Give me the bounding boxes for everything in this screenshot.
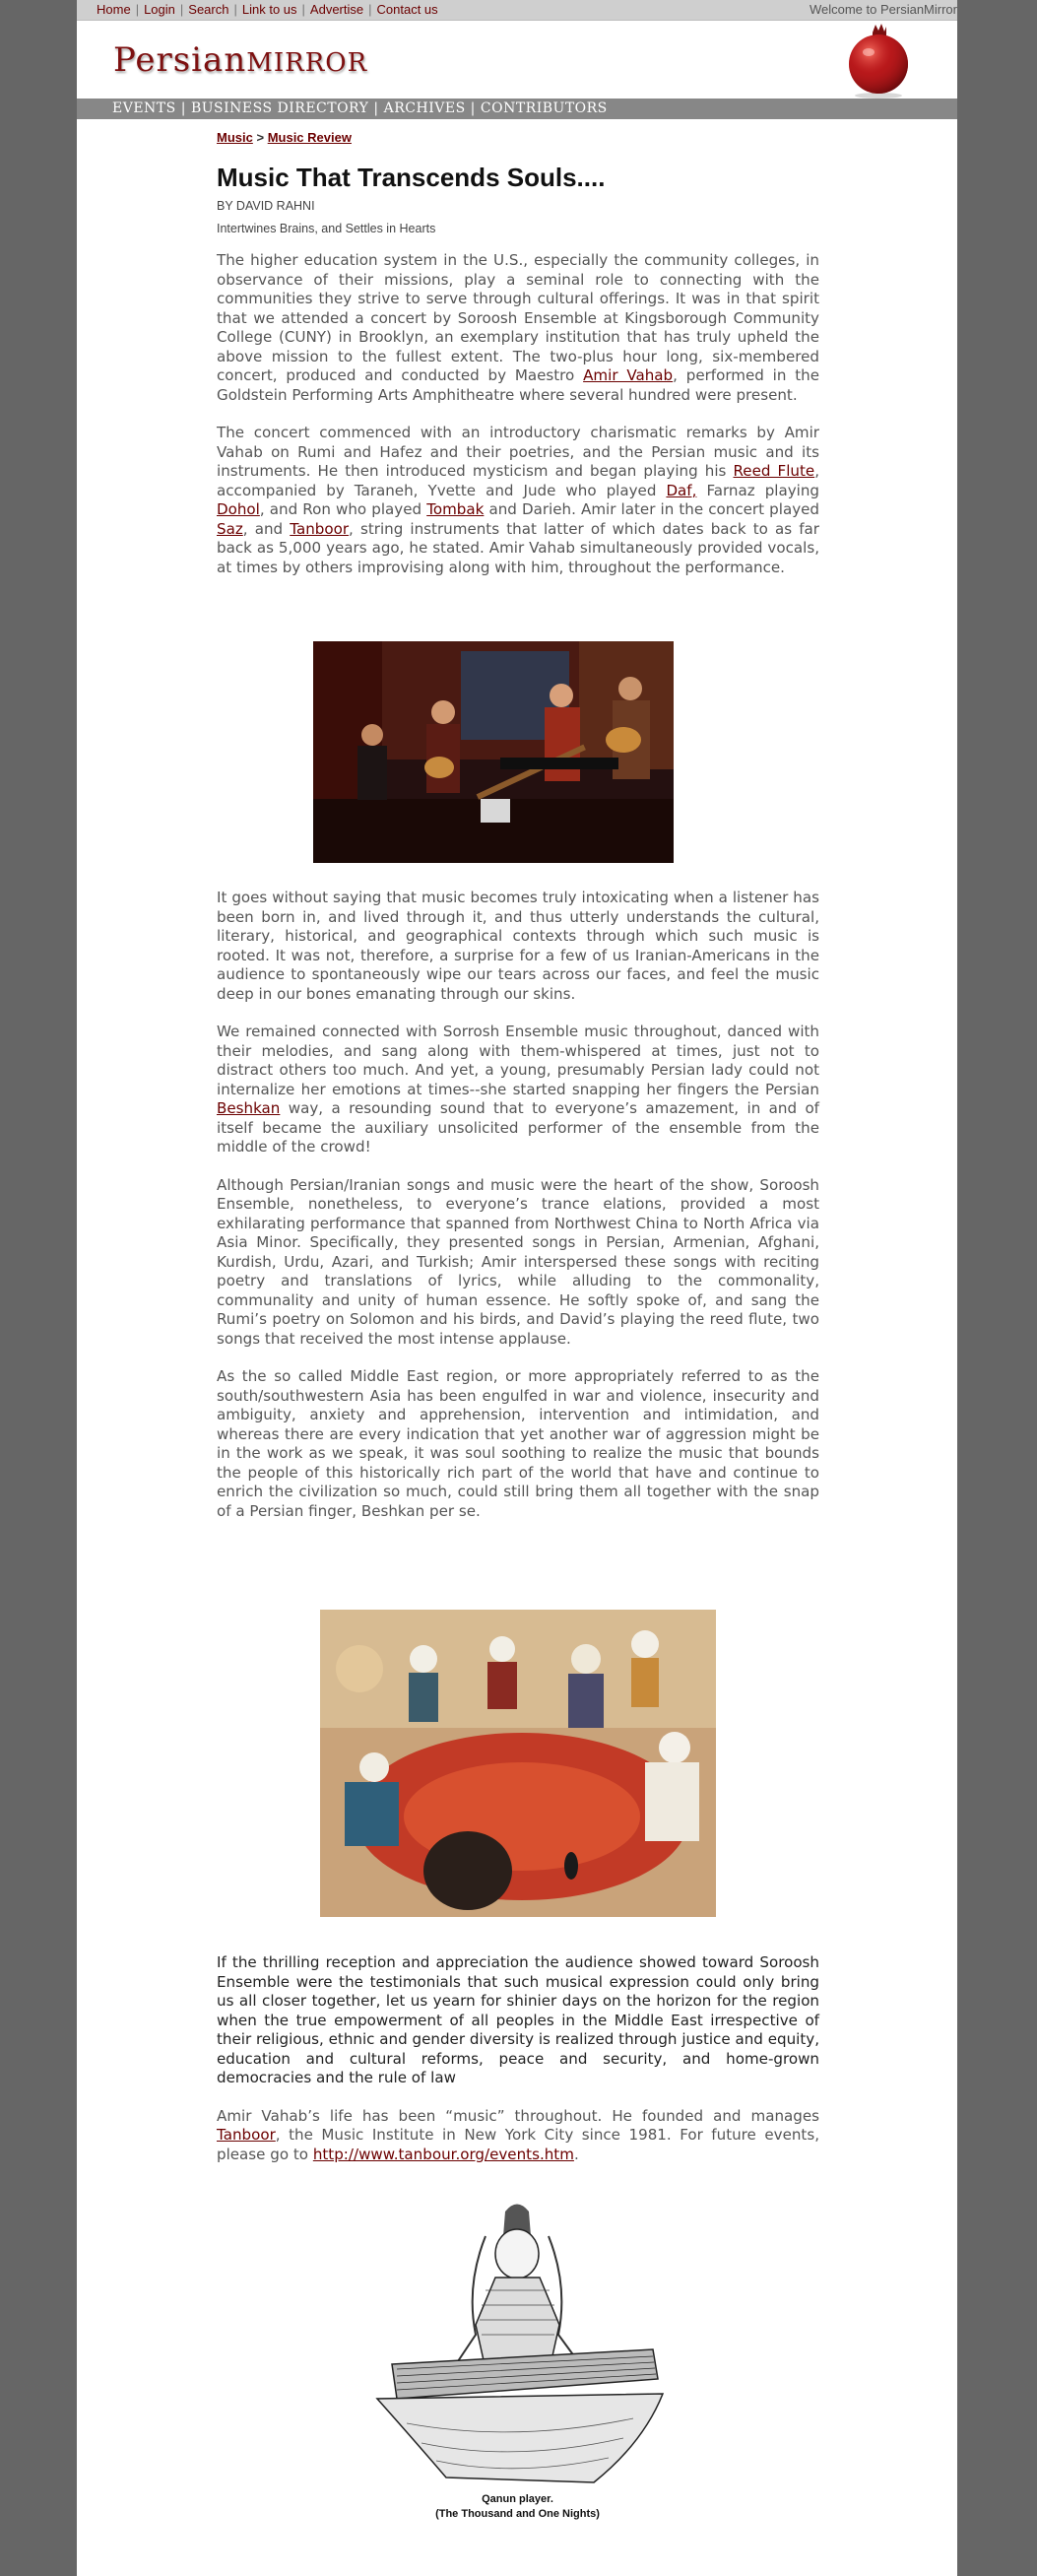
- daf-link[interactable]: Daf,: [666, 481, 697, 499]
- paragraph-3: It goes without saying that music becomes truly intoxicating when a listener has been born in, and lived through it, and thus utterly understands the cultural, literary, historical, and geographical contexts through which such music is rooted. It was not, therefore, a surprise for a few of us Iranian-Americans in the audience to spontaneously wipe our tears across our faces, and feel the music deep in our bones emanating through our skins.: [217, 889, 819, 1003]
- amir-vahab-link[interactable]: Amir Vahab: [583, 366, 674, 384]
- top-nav: Home | Login | Search | Link to us | Advertise | Contact us: [97, 2, 438, 17]
- breadcrumb: [217, 130, 819, 145]
- nav-advertise-link[interactable]: Advertise: [309, 2, 364, 17]
- article-byline: BY DAVID RAHNI: [217, 199, 315, 213]
- breadcrumb-music-review[interactable]: Music Review: [267, 130, 352, 145]
- paragraph-2: The concert commenced with an introductory charismatic remarks by Amir Vahab on Rumi and Hafez and their poetries, and the Persian music and its instruments. He then introduced mysticism and began playing his Reed Flute, accompanied by Taraneh, Yvette and Jude who played Daf, Farnaz playing Dohol, and Ron who played Tombak and Darieh. Amir later in the concert played Saz, and Tanboor, string instruments that latter of which dates back to as far back as 5,000 years ago, he stated. Amir Vahab simultaneously provided vocals, at times by others improvising along with him, throughout the performance.: [217, 424, 820, 576]
- article-content-3: [217, 1953, 819, 2164]
- secnav-archives[interactable]: ARCHIVES: [383, 100, 466, 116]
- top-bar: [77, 0, 957, 21]
- tombak-link[interactable]: Tombak: [426, 500, 485, 518]
- engraving-caption-1: Qanun player.: [482, 2493, 553, 2505]
- dohol-link[interactable]: Dohol: [217, 500, 260, 518]
- paragraph-5: Although Persian/Iranian songs and music were the heart of the show, Soroosh Ensemble, nonetheless, to everyone’s trance elations, provided a most exhilarating performance that spanned from Northwest China to North Africa via Asia Minor. Specifically, they presented songs in Persian, Armenian, Afghani, Kurdish, Urdu, Azari, and Turkish; Amir interspersed these songs with reciting poetry and translations of lyrics, while alluding to the commonality, communality and unity of human essence. He softly spoke of, and sang the Rumi’s poetry on Solomon and his birds, and David’s playing the reed flute, two songs that received the most intense applause.: [217, 1175, 819, 1348]
- site-header: [77, 21, 957, 98]
- article-content-2: [217, 889, 819, 1521]
- paragraph-8: Amir Vahab’s life has been “music” throughout. He founded and manages Tanboor, the Music Institute in New York City since 1981. For future events, please go to http://www.tanbour.org/events.htm.: [217, 2106, 819, 2163]
- paragraph-6: As the so called Middle East region, or more appropriately referred to as the south/southwestern Asia has been engulfed in war and violence, insecurity and ambiguity, anxiety and apprehension, intervention and intimidation, and whereas there are every indication that yet another war of aggression might be in the work as we speak, it was soul soothing to realize the music that bounds the people of this historically rich part of the world that have and continue to enrich the civilization so much, could still bring them all together with the snap of a Persian finger, Beshkan per se.: [217, 1367, 819, 1520]
- qanun-player-engraving: [338, 2197, 697, 2492]
- paragraph-4: We remained connected with Sorrosh Ensemble music throughout, danced with their melodies, and sang along with them-whispered at times, just not to distract others too much. And yet, a young, presumably Persian lady could not internalize her emotions at times--she started snapping her fingers the Persian Beshkan way, a resounding sound that to everyone’s amazement, in and of itself became the auxiliary unsolicited performer of the ensemble from the middle of the crowd!: [217, 1023, 819, 1156]
- reed-flute-link[interactable]: Reed Flute: [733, 462, 815, 480]
- secnav-events[interactable]: EVENTS: [112, 100, 176, 116]
- pomegranate-icon: [843, 21, 914, 99]
- nav-contact-link[interactable]: Contact us: [376, 2, 438, 17]
- paragraph-7: If the thrilling reception and appreciation the audience showed toward Soroosh Ensemble were the testimonials that such musical expression could only bring us all closer together, let us yearn for shinier days on the horizon for the region when the true empowerment of all peoples in the Middle East irrespective of their religious, ethnic and gender diversity is realized through justice and equity, education and cultural reforms, peace and security, and home-grown democracies and the rule of law: [217, 1953, 819, 2086]
- article-title: Music That Transcends Souls....: [217, 163, 606, 192]
- engraving-caption-2: (The Thousand and One Nights): [435, 2508, 600, 2520]
- logo-part2: MIRROR: [246, 48, 368, 78]
- beshkan-link[interactable]: Beshkan: [217, 1099, 281, 1117]
- concert-photo: [313, 641, 674, 863]
- nav-search-link[interactable]: Search: [188, 2, 229, 17]
- logo-part1: Persian: [113, 40, 247, 80]
- article-subtitle: Intertwines Brains, and Settles in Hearts: [217, 222, 436, 235]
- tanboor-institute-link[interactable]: Tanboor: [217, 2126, 276, 2144]
- welcome-text: Welcome to PersianMirror: [809, 2, 957, 17]
- secnav-business-directory[interactable]: BUSINESS DIRECTORY: [190, 100, 369, 116]
- page: [77, 0, 957, 2576]
- site-logo[interactable]: [113, 40, 367, 80]
- breadcrumb-separator: >: [256, 130, 265, 145]
- nav-login-link[interactable]: Login: [144, 2, 175, 17]
- nav-link-to-us-link[interactable]: Link to us: [241, 2, 297, 17]
- article-content: [217, 126, 819, 577]
- breadcrumb-music[interactable]: Music: [217, 130, 253, 145]
- paragraph-1: The higher education system in the U.S., especially the community colleges, in observance of their missions, play a seminal role to connecting with the communities they strive to serve through cultural offerings. It was in that spirit that we attended a concert by Soroosh Ensemble at Kingsborough Community College (CUNY) in Brooklyn, an exemplary institution that has truly upheld the above mission to the fullest extent. The two-plus hour long, six-membered concert, produced and conducted by Maestro Amir Vahab, performed in the Goldstein Performing Arts Amphitheatre where several hundred were present.: [217, 251, 819, 404]
- events-url-link[interactable]: http://www.tanbour.org/events.htm: [312, 2145, 574, 2163]
- nav-home-link[interactable]: Home: [97, 2, 131, 17]
- section-nav: EVENTS | BUSINESS DIRECTORY | ARCHIVES | CONTRIBUTORS: [77, 99, 957, 119]
- tanboor-link[interactable]: Tanboor: [290, 519, 350, 538]
- painting-image: [320, 1610, 716, 1917]
- saz-link[interactable]: Saz: [217, 519, 243, 538]
- secnav-contributors[interactable]: CONTRIBUTORS: [480, 100, 608, 116]
